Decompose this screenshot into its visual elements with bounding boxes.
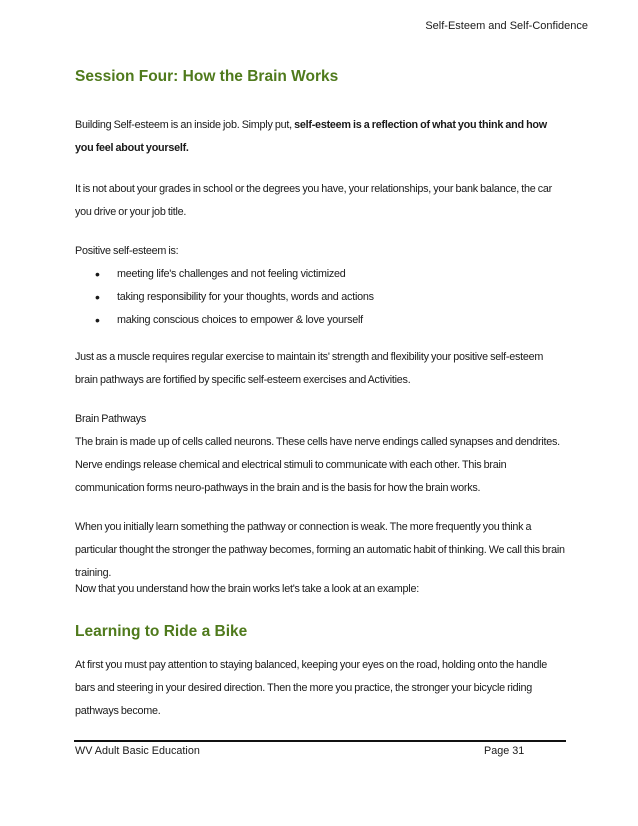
list-item: • making conscious choices to empower & love yourself: [95, 309, 555, 332]
list-item: • taking responsibility for your thoughts, words and actions: [95, 286, 555, 309]
footer-left: WV Adult Basic Education: [75, 745, 200, 757]
muscle-paragraph: Just as a muscle requires regular exercise to maintain its' strength and flexibility your positive self-esteem brain pathways are fortified by specific self-esteem exercises and Activities.: [75, 351, 544, 386]
brain-pathways-label: Brain Pathways: [75, 413, 147, 425]
running-header: Self-Esteem and Self-Confidence: [425, 20, 588, 32]
bike-title: Learning to Ride a Bike: [75, 623, 248, 640]
session-title: Session Four: How the Brain Works: [75, 68, 339, 85]
positive-intro: Positive self-esteem is:: [75, 245, 179, 257]
intro-bold: self-esteem is a reflection of what you think and how you feel about yourself.: [75, 119, 547, 154]
intro-paragraph: [75, 114, 565, 160]
learning-paragraph: When you initially learn something the pathway or connection is weak. The more frequently you think a particular thought the stronger the pathway becomes, forming an automatic habit of thinking. We call this brain training.: [75, 521, 565, 579]
positive-list: [95, 263, 555, 332]
not-about-paragraph: It is not about your grades in school or the degrees you have, your relationships, your bank balance, the car you drive or your job title.: [75, 183, 553, 218]
intro-lead: Building Self-esteem is an inside job. Simply put,: [75, 119, 295, 131]
neurons-paragraph: The brain is made up of cells called neurons. These cells have nerve endings called synapses and dendrites. Nerve endings release chemical and electrical stimuli to communicate with each other. This brain communication forms neuro-pathways in the brain and is the basis for how the brain works.: [75, 436, 560, 494]
example-paragraph: Now that you understand how the brain works let's take a look at an example:: [75, 583, 419, 595]
bike-paragraph: At first you must pay attention to staying balanced, keeping your eyes on the road, holding onto the handle bars and steering in your desired direction. Then the more you practice, the stronger your bicycle riding pathways become.: [75, 659, 548, 717]
list-item: • meeting life's challenges and not feeling victimized: [95, 263, 555, 286]
footer-rule: [74, 740, 566, 742]
page-number: Page 31: [484, 745, 525, 757]
